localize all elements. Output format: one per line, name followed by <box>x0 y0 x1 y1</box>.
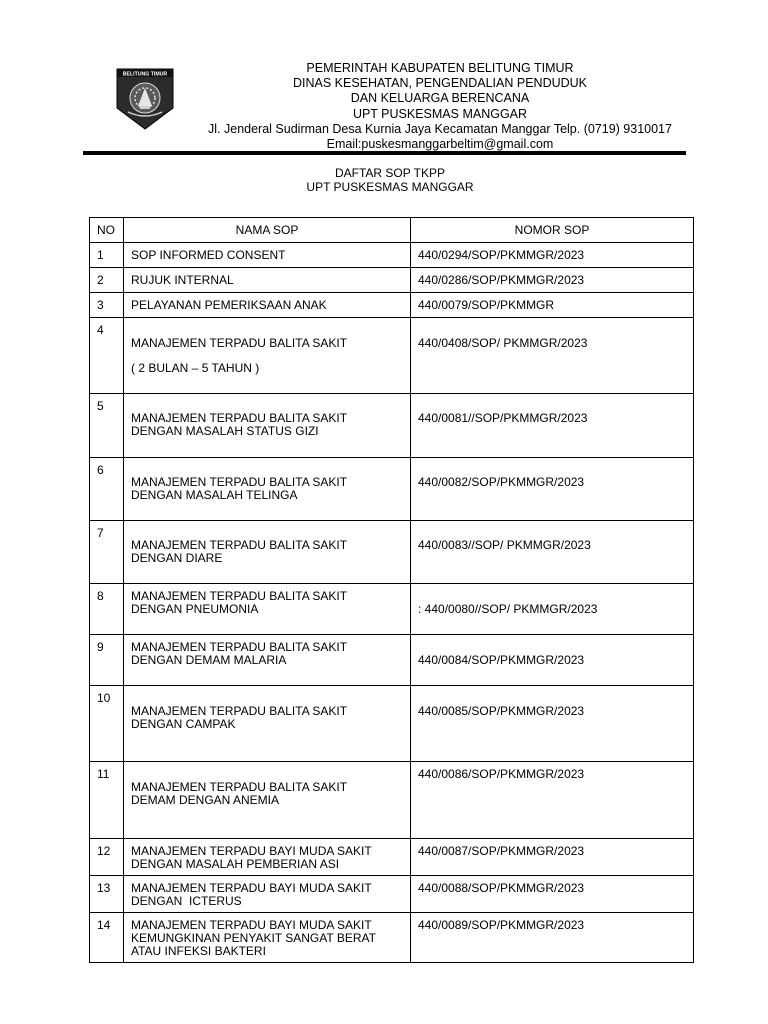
row-name <box>124 268 411 293</box>
table-row <box>90 268 694 293</box>
row-name-line: MANAJEMEN TERPADU BALITA SAKIT <box>131 538 348 552</box>
letterhead-line-office: DINAS KESEHATAN, PENGENDALIAN PENDUDUK <box>292 76 588 91</box>
row-number: 440/0089/SOP/PKMMGR/2023 <box>411 913 694 963</box>
row-name <box>124 913 411 963</box>
row-no: 1 <box>90 243 124 268</box>
row-number: 440/0081//SOP/PKMMGR/2023 <box>411 394 694 458</box>
row-name-line: DENGAN ICTERUS <box>131 894 242 908</box>
header-divider <box>83 151 686 155</box>
table-row <box>90 686 694 762</box>
row-name <box>124 521 411 584</box>
row-name-line: MANAJEMEN TERPADU BAYI MUDA SAKIT <box>131 881 372 895</box>
row-name-line: DENGAN MASALAH PEMBERIAN ASI <box>131 857 340 871</box>
row-number: 440/0082/SOP/PKMMGR/2023 <box>411 458 694 521</box>
row-number: 440/0087/SOP/PKMMGR/2023 <box>411 839 694 876</box>
row-no: 2 <box>90 268 124 293</box>
row-name-line: MANAJEMEN TERPADU BAYI MUDA SAKIT <box>131 844 372 858</box>
table-row <box>90 913 694 963</box>
row-no: 9 <box>90 635 124 686</box>
row-no: 3 <box>90 293 124 318</box>
row-name <box>124 839 411 876</box>
row-number: 440/0294/SOP/PKMMGR/2023 <box>411 243 694 268</box>
row-name <box>124 458 411 521</box>
row-name-line: DENGAN PNEUMONIA <box>131 602 259 616</box>
letterhead <box>200 61 680 152</box>
letterhead-line-email: Email:puskesmanggarbeltim@gmail.com <box>326 137 554 152</box>
table-row <box>90 318 694 394</box>
row-name-line: KEMUNGKINAN PENYAKIT SANGAT BERAT <box>131 931 376 945</box>
row-name-line: DEMAM DENGAN ANEMIA <box>131 793 280 807</box>
row-name-line: ATAU INFEKSI BAKTERI <box>131 944 266 958</box>
row-no: 12 <box>90 839 124 876</box>
row-name-line: MANAJEMEN TERPADU BALITA SAKIT <box>131 336 348 350</box>
row-no: 7 <box>90 521 124 584</box>
regency-logo <box>116 68 174 130</box>
letterhead-line-address: Jl. Jenderal Sudirman Desa Kurnia Jaya Kecamatan Manggar Telp. (0719) 9310017 <box>208 121 672 136</box>
row-number: 440/0408/SOP/ PKMMGR/2023 <box>411 318 694 394</box>
row-name-line: DENGAN MASALAH TELINGA <box>131 488 298 502</box>
table-row <box>90 458 694 521</box>
letterhead-line-government: PEMERINTAH KABUPATEN BELITUNG TIMUR <box>306 61 574 75</box>
row-name <box>124 876 411 913</box>
row-number: 440/0079/SOP/PKMMGR <box>411 293 694 318</box>
table-row <box>90 293 694 318</box>
table-row <box>90 762 694 839</box>
row-name-line: MANAJEMEN TERPADU BALITA SAKIT <box>131 411 348 425</box>
row-name-line: DENGAN DEMAM MALARIA <box>131 653 287 667</box>
row-name <box>124 243 411 268</box>
row-name-line: MANAJEMEN TERPADU BALITA SAKIT <box>131 704 348 718</box>
row-name <box>124 394 411 458</box>
table-row <box>90 243 694 268</box>
row-name-line: RUJUK INTERNAL <box>131 273 234 287</box>
table-row <box>90 635 694 686</box>
row-name-line: MANAJEMEN TERPADU BAYI MUDA SAKIT <box>131 918 372 932</box>
row-number: 440/0083//SOP/ PKMMGR/2023 <box>411 521 694 584</box>
column-header-no: NO <box>90 218 124 243</box>
row-name-line: DENGAN CAMPAK <box>131 717 236 731</box>
table-row <box>90 839 694 876</box>
row-name <box>124 293 411 318</box>
row-name <box>124 762 411 839</box>
row-no: 13 <box>90 876 124 913</box>
table-row <box>90 394 694 458</box>
row-number: 440/0086/SOP/PKMMGR/2023 <box>411 762 694 839</box>
row-no: 5 <box>90 394 124 458</box>
letterhead-line-unit: UPT PUSKESMAS MANGGAR <box>352 106 528 121</box>
document-title <box>200 166 580 194</box>
row-no: 14 <box>90 913 124 963</box>
column-header-nama-sop: NAMA SOP <box>124 218 411 243</box>
row-name-line: SOP INFORMED CONSENT <box>131 248 286 262</box>
row-number: 440/0085/SOP/PKMMGR/2023 <box>411 686 694 762</box>
row-name-line: DENGAN DIARE <box>131 551 223 565</box>
row-no: 8 <box>90 584 124 635</box>
row-name-line: ( 2 BULAN – 5 TAHUN ) <box>131 361 260 375</box>
table-row <box>90 876 694 913</box>
sop-table <box>89 217 694 963</box>
column-header-nomor-sop: NOMOR SOP <box>411 218 694 243</box>
row-no: 4 <box>90 318 124 394</box>
row-name <box>124 584 411 635</box>
row-name-line: MANAJEMEN TERPADU BALITA SAKIT <box>131 589 348 603</box>
letterhead-line-office-cont: DAN KELUARGA BERENCANA <box>350 91 530 106</box>
logo-text: BELITUNG TIMUR <box>122 71 168 78</box>
row-name <box>124 635 411 686</box>
table-header-row <box>90 218 694 243</box>
row-name-line: MANAJEMEN TERPADU BALITA SAKIT <box>131 475 348 489</box>
row-name-line: MANAJEMEN TERPADU BALITA SAKIT <box>131 780 348 794</box>
row-no: 10 <box>90 686 124 762</box>
row-number: 440/0084/SOP/PKMMGR/2023 <box>411 635 694 686</box>
table-row <box>90 584 694 635</box>
row-name-line: PELAYANAN PEMERIKSAAN ANAK <box>131 298 327 312</box>
row-name-line: DENGAN MASALAH STATUS GIZI <box>131 424 319 438</box>
row-number: : 440/0080//SOP/ PKMMGR/2023 <box>411 584 694 635</box>
row-no: 11 <box>90 762 124 839</box>
row-number: 440/0286/SOP/PKMMGR/2023 <box>411 268 694 293</box>
document-title-line2: UPT PUSKESMAS MANGGAR <box>306 180 474 194</box>
row-number: 440/0088/SOP/PKMMGR/2023 <box>411 876 694 913</box>
row-name <box>124 686 411 762</box>
row-name-line: MANAJEMEN TERPADU BALITA SAKIT <box>131 640 348 654</box>
row-name <box>124 318 411 394</box>
document-title-line1: DAFTAR SOP TKPP <box>334 166 446 180</box>
row-no: 6 <box>90 458 124 521</box>
table-row <box>90 521 694 584</box>
